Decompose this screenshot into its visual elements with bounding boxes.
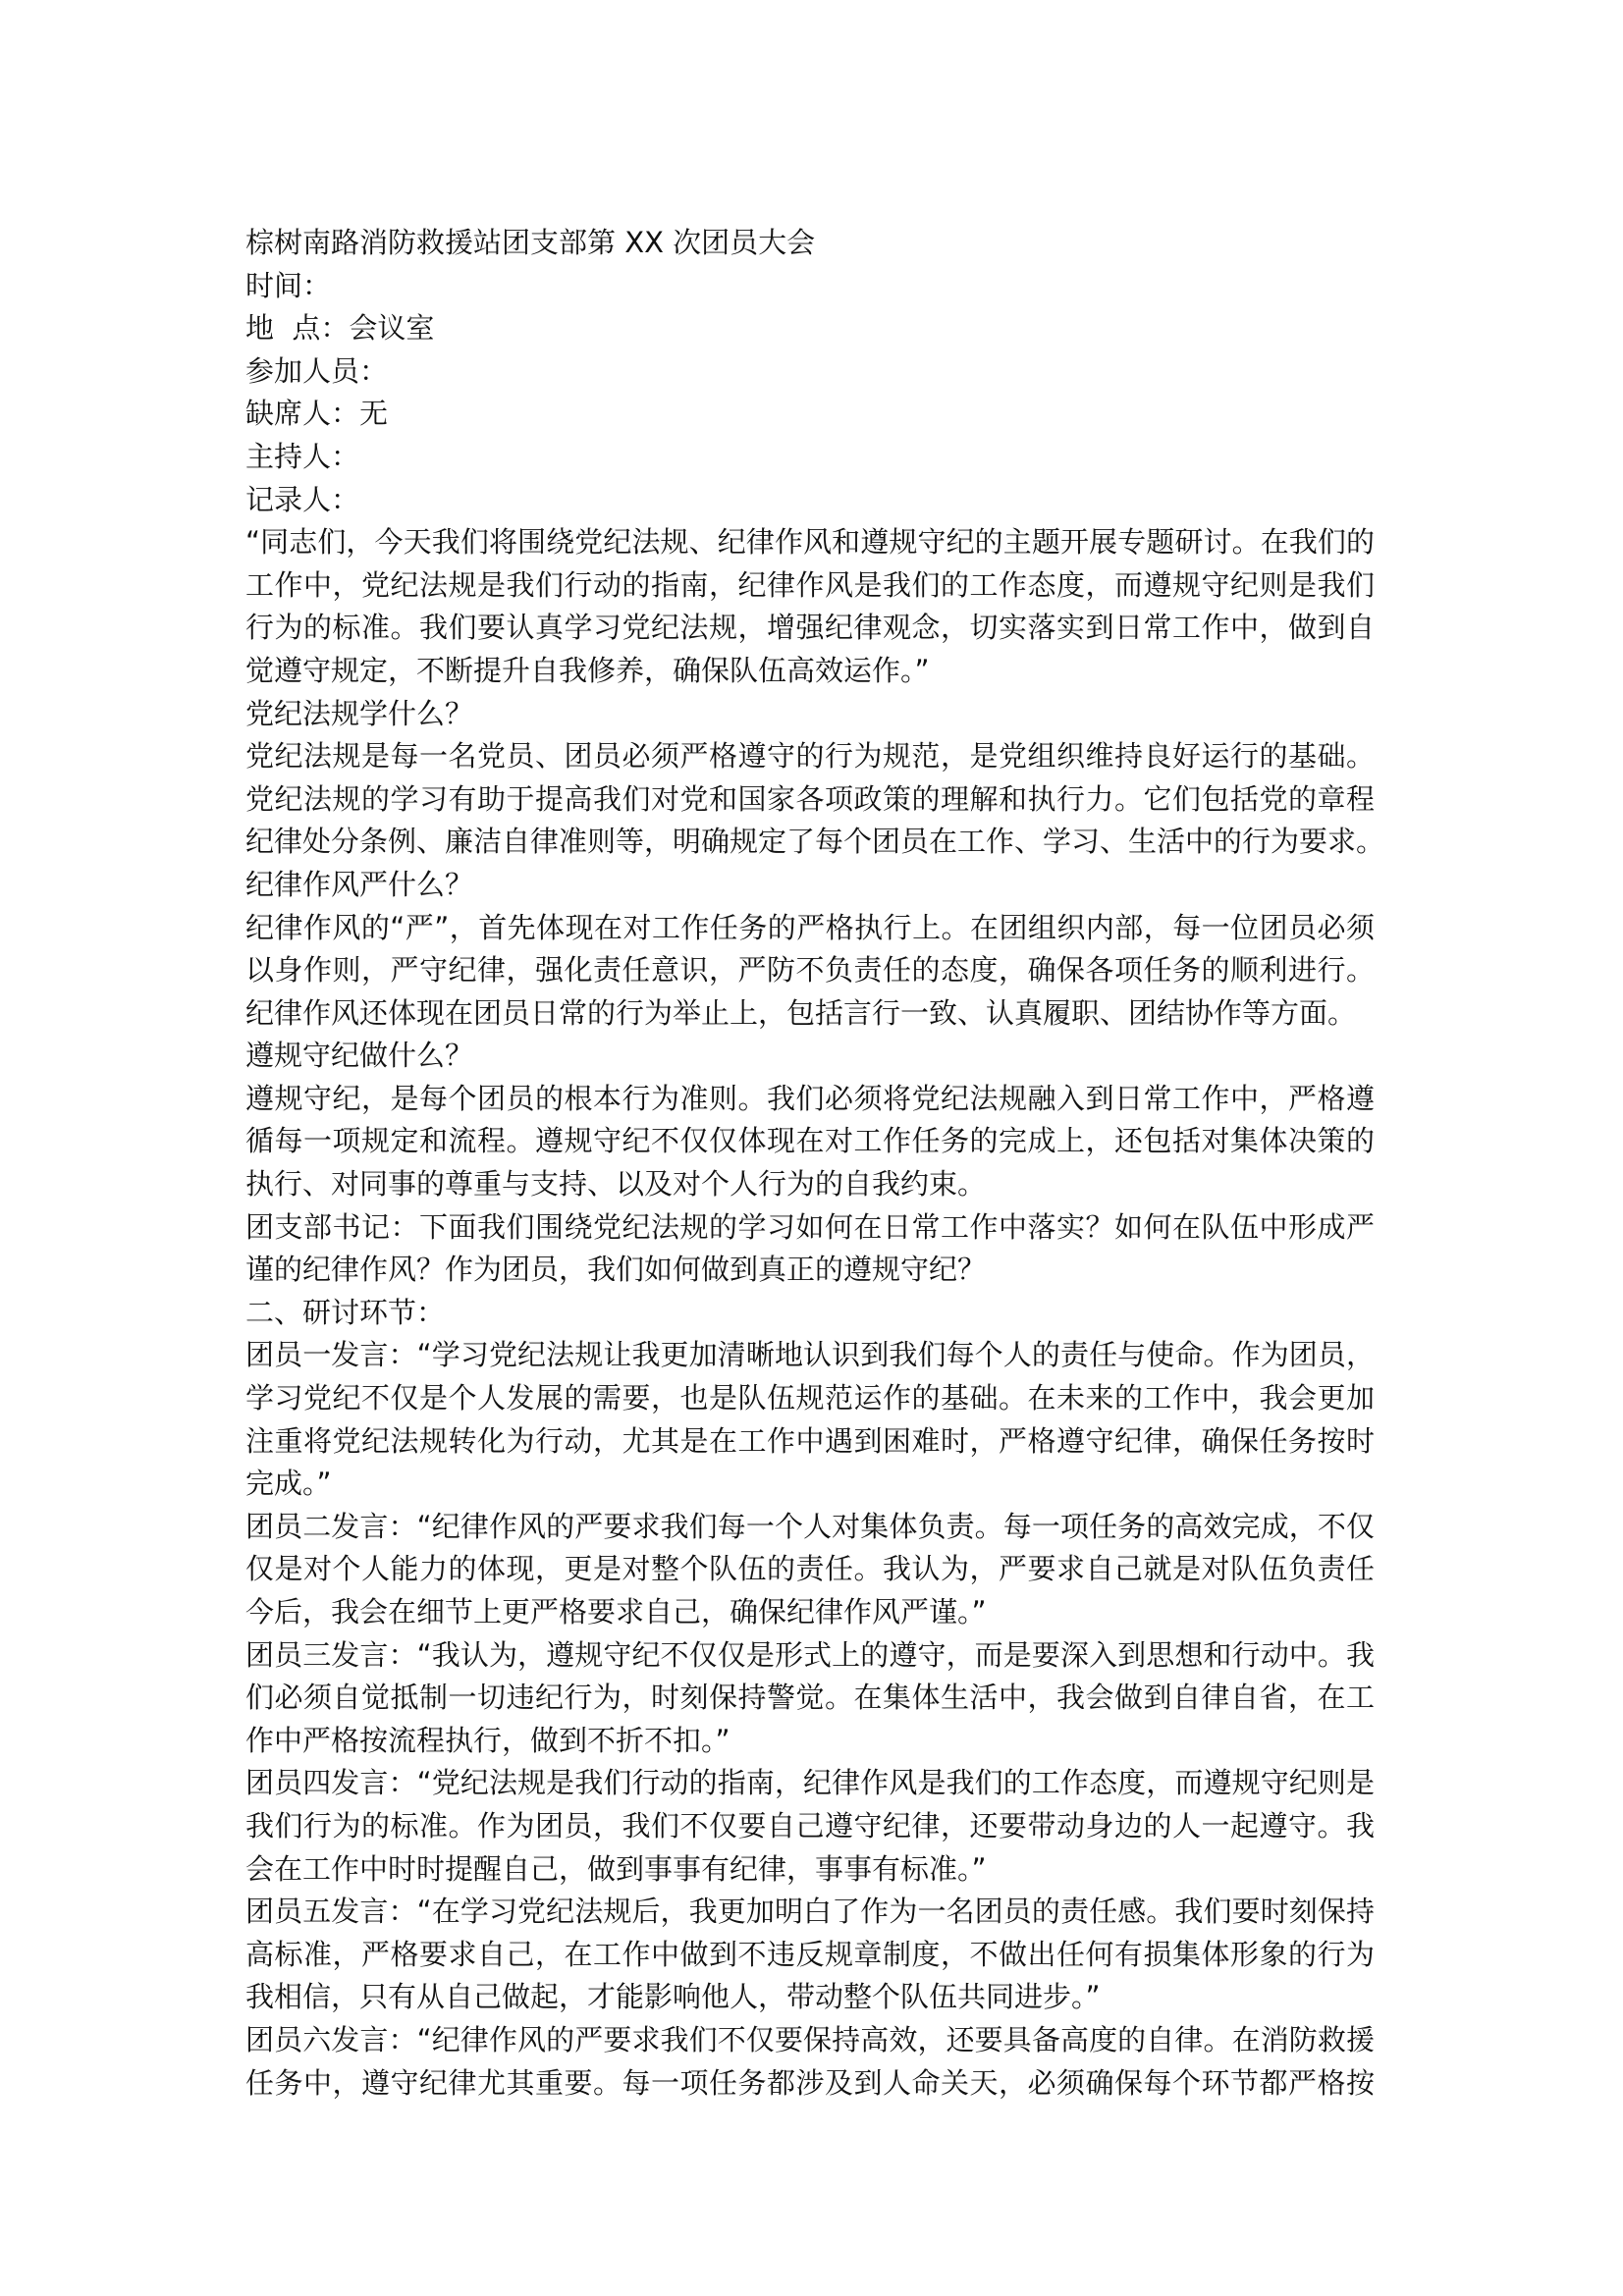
document-title: 棕树南路消防救援站团支部第 XX 次团员大会 (245, 226, 816, 259)
body-line: “同志们，今天我们将围绕党纪法规、纪律作风和遵规守纪的主题开展专题研讨。在我们的 (245, 525, 1375, 560)
body-line: 循每一项规定和流程。遵规守纪不仅仅体现在对工作任务的完成上，还包括对集体决策的 (245, 1124, 1375, 1158)
body-line: 党纪法规是每一名党员、团员必须严格遵守的行为规范，是党组织维持良好运行的基础。 (245, 739, 1375, 774)
body-line: 完成。” (245, 1467, 332, 1501)
body-line: 今后，我会在细节上更严格要求自己，确保纪律作风严谨。” (245, 1595, 987, 1629)
meta-attendees: 参加人员： (245, 353, 389, 388)
meta-recorder: 记录人： (245, 482, 360, 516)
body-line: 遵规守纪，是每个团员的根本行为准则。我们必须将党纪法规融入到日常工作中，严格遵 (245, 1081, 1375, 1115)
document-page (245, 222, 1384, 2105)
body-line: 团员四发言：“党纪法规是我们行动的指南，纪律作风是我们的工作态度，而遵规守纪则是 (245, 1766, 1375, 1800)
body-line: 任务中，遵守纪律尤其重要。每一项任务都涉及到人命关天，必须确保每个环节都严格按 (245, 2065, 1375, 2100)
body-line: 二、研讨环节： (245, 1295, 446, 1329)
body-line: 遵规守纪做什么？ (245, 1039, 474, 1073)
body-line: 们必须自觉抵制一切违纪行为，时刻保持警觉。在集体生活中，我会做到自律自省，在工 (245, 1681, 1375, 1715)
body-line: 会在工作中时时提醒自己，做到事事有纪律，事事有标准。” (245, 1851, 987, 1886)
body-line: 党纪法规学什么？ (245, 696, 474, 730)
meta-host: 主持人： (245, 439, 360, 473)
meta-location: 地 点：会议室 (245, 311, 435, 346)
body-line: 我们行为的标准。作为团员，我们不仅要自己遵守纪律，还要带动身边的人一起遵守。我 (245, 1808, 1375, 1842)
body-line: 谨的纪律作风？作为团员，我们如何做到真正的遵规守纪？ (245, 1253, 987, 1287)
body-line: 团员一发言：“学习党纪法规让我更加清晰地认识到我们每个人的责任与使命。作为团员， (245, 1338, 1375, 1372)
body-line: 党纪法规的学习有助于提高我们对党和国家各项政策的理解和执行力。它们包括党的章程 (245, 781, 1375, 816)
document-body (245, 521, 1384, 2105)
body-line: 工作中，党纪法规是我们行动的指南，纪律作风是我们的工作态度，而遵规守纪则是我们 (245, 567, 1375, 602)
body-line: 高标准，严格要求自己，在工作中做到不违反规章制度，不做出任何有损集体形象的行为 (245, 1937, 1375, 1971)
body-line: 以身作则，严守纪律，强化责任意识，严防不负责任的态度，确保各项任务的顺利进行。 (245, 953, 1375, 988)
body-line: 注重将党纪法规转化为行动，尤其是在工作中遇到困难时，严格遵守纪律，确保任务按时 (245, 1423, 1375, 1458)
body-line: 团员六发言：“纪律作风的严要求我们不仅要保持高效，还要具备高度的自律。在消防救援 (245, 2022, 1375, 2056)
meta-absent: 缺席人：无 (245, 397, 389, 431)
body-line: 觉遵守规定，不断提升自我修养，确保队伍高效运作。” (245, 653, 930, 687)
body-line: 仅是对个人能力的体现，更是对整个队伍的责任。我认为，严要求自己就是对队伍负责任 (245, 1552, 1375, 1586)
body-line: 纪律作风的“严”，首先体现在对工作任务的严格执行上。在团组织内部，每一位团员必须 (245, 910, 1375, 944)
body-line: 纪律作风还体现在团员日常的行为举止上，包括言行一致、认真履职、团结协作等方面。 (245, 995, 1357, 1030)
body-line: 我相信，只有从自己做起，才能影响他人，带动整个队伍共同进步。” (245, 1980, 1101, 2014)
body-line: 学习党纪不仅是个人发展的需要，也是队伍规范运作的基础。在未来的工作中，我会更加 (245, 1381, 1375, 1415)
body-line: 团员五发言：“在学习党纪法规后，我更加明白了作为一名团员的责任感。我们要时刻保持 (245, 1895, 1375, 1929)
body-line: 行为的标准。我们要认真学习党纪法规，增强纪律观念，切实落实到日常工作中，做到自 (245, 611, 1375, 645)
body-line: 团员三发言：“我认为，遵规守纪不仅仅是形式上的遵守，而是要深入到思想和行动中。我 (245, 1637, 1375, 1672)
body-line: 团员二发言：“纪律作风的严要求我们每一个人对集体负责。每一项任务的高效完成，不仅 (245, 1509, 1375, 1543)
body-line: 纪律处分条例、廉洁自律准则等，明确规定了每个团员在工作、学习、生活中的行为要求。 (245, 825, 1385, 859)
body-line: 执行、对同事的尊重与支持、以及对个人行为的自我约束。 (245, 1167, 987, 1201)
body-line: 纪律作风严什么？ (245, 867, 474, 901)
body-line: 作中严格按流程执行，做到不折不扣。” (245, 1723, 730, 1757)
meta-time: 时间： (245, 268, 332, 302)
body-line: 团支部书记：下面我们围绕党纪法规的学习如何在日常工作中落实？如何在队伍中形成严 (245, 1209, 1375, 1244)
